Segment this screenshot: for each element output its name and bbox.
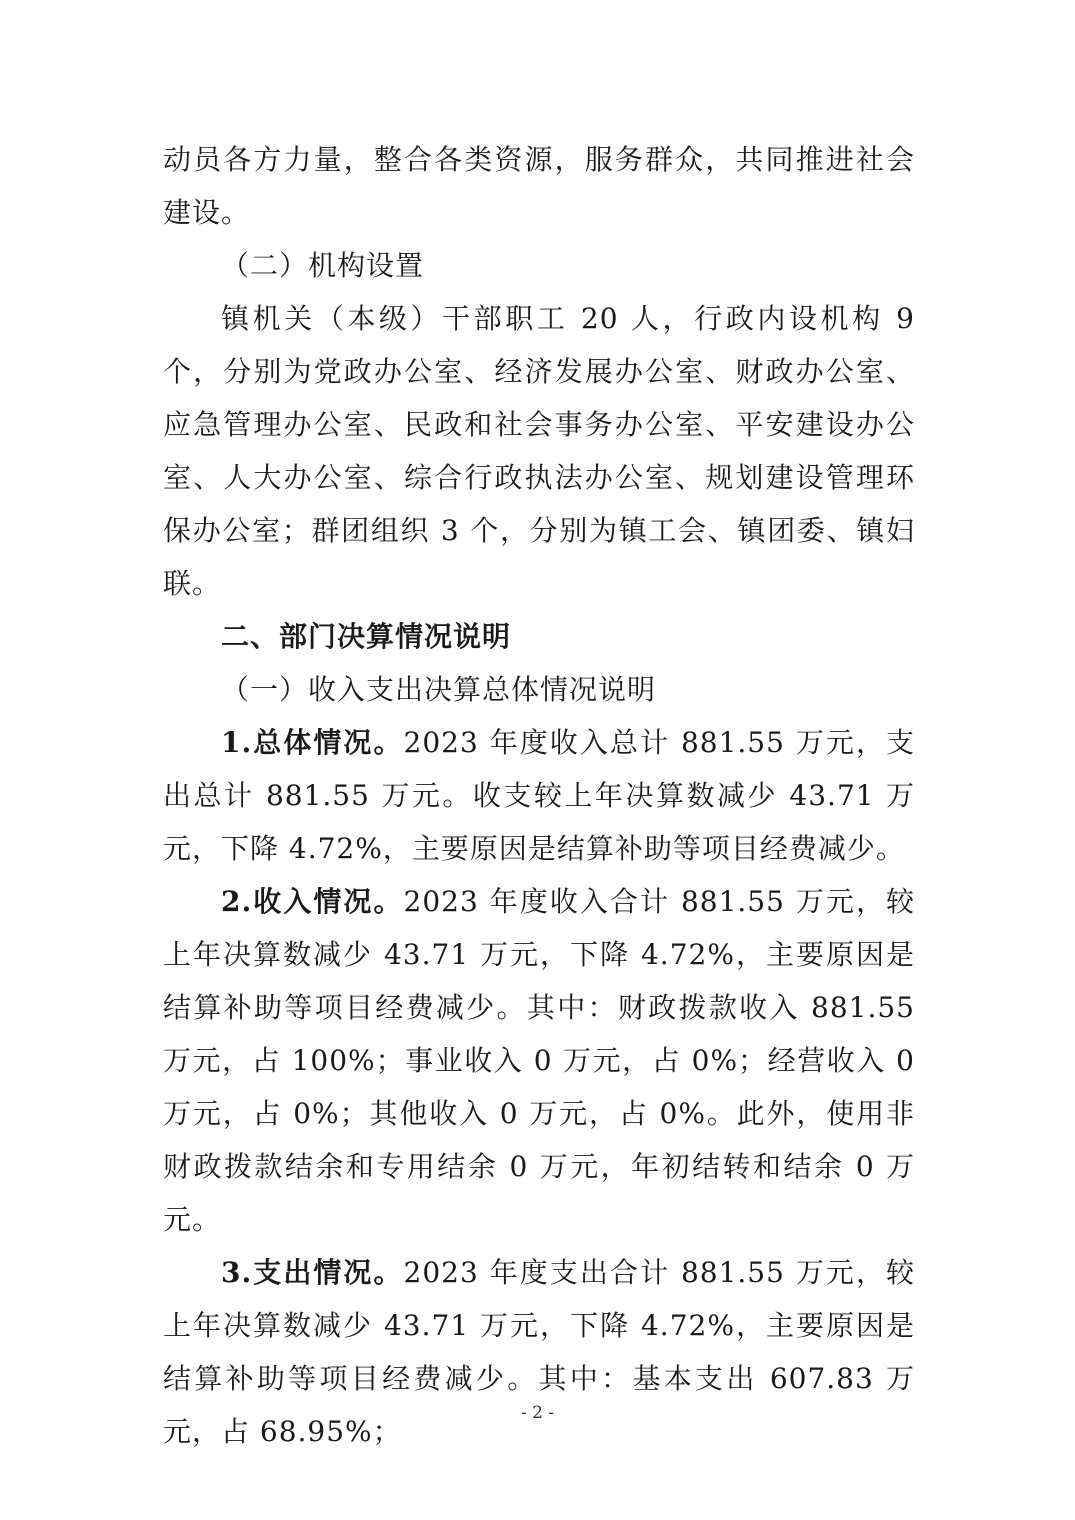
paragraph-expense	[163, 1246, 915, 1458]
paragraph-lead-overall: 1.总体情况。	[221, 726, 404, 759]
paragraph-lead-income: 2.收入情况。	[221, 885, 404, 918]
subsection-heading-overall: （一）收入支出决算总体情况说明	[221, 673, 657, 706]
paragraph-income	[163, 875, 915, 1246]
paragraph-overall	[163, 716, 915, 875]
section-heading-report: 二、部门决算情况说明	[221, 620, 512, 653]
paragraph-text-income: 2023 年度收入合计 881.55 万元，较上年决算数减少 43.71 万元，下降 4.72%，主要原因是结算补助等项目经费减少。其中：财政拨款收入 881.55 万元，占 100%；事业收入 0 万元，占 0%；经营收入 0 万元，占 0%；其他收入 0 万元，占 0%。此外，使用非财政拨款结余和专用结余 0 万元，年初结转和结余 0 万元。	[163, 885, 916, 1236]
paragraph-lead-expense: 3.支出情况。	[221, 1256, 404, 1289]
paragraph-text-expense: 2023 年度支出合计 881.55 万元，较上年决算数减少 43.71 万元，下降 4.72%，主要原因是结算补助等项目经费减少。其中：基本支出 607.83 万元，占 68.95%；	[163, 1256, 916, 1448]
document-body	[163, 133, 915, 1458]
page-number: - 2 -	[520, 1403, 555, 1423]
paragraph-org: 镇机关（本级）干部职工 20 人，行政内设机构 9 个，分别为党政办公室、经济发展办公室、财政办公室、应急管理办公室、民政和社会事务办公室、平安建设办公室、人大办公室、综合行政执法办公室、规划建设管理环保办公室；群团组织 3 个，分别为镇工会、镇团委、镇妇联。	[163, 302, 915, 600]
paragraph-intro: 动员各方力量，整合各类资源，服务群众，共同推进社会建设。	[163, 143, 915, 229]
section-heading-org: （二）机构设置	[221, 249, 425, 282]
paragraph-text-overall: 2023 年度收入总计 881.55 万元，支出总计 881.55 万元。收支较上年决算数减少 43.71 万元，下降 4.72%，主要原因是结算补助等项目经费减少。	[163, 726, 916, 865]
